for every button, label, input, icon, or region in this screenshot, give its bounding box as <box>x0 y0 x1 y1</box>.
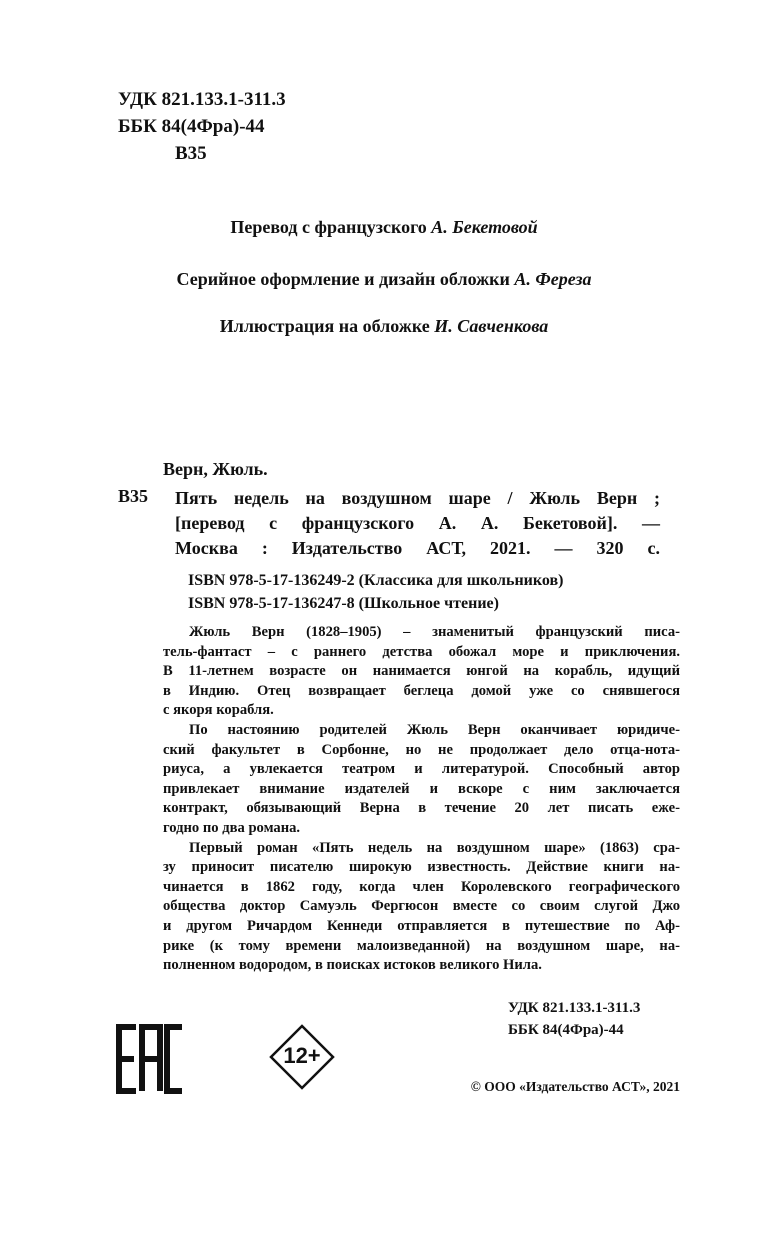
isbn-list: ISBN 978-5-17-136249-2 (Классика для школьников) ISBN 978-5-17-136247-8 (Школьное чтение) <box>188 572 564 612</box>
bbk: ББК 84(4Фра)-44 <box>118 116 265 137</box>
annotation-line: ский факультет в Сорбонне, но не продолжает дело отца-нота- <box>163 741 680 758</box>
annotation-line: зу приносит писателю широкую известность. Действие книги на- <box>163 859 680 876</box>
credit-design: Серийное оформление и дизайн обложки А. Фереза <box>176 269 592 289</box>
annotation-line: В 11-летнем возрасте он нанимается юнгой на корабль, идущий <box>163 663 680 680</box>
annotation-line: полненном водородом, в поисках истоков великого Нила. <box>163 957 542 974</box>
annotation-line: тель-фантаст – с раннего детства обожал море и приключения. <box>163 643 680 660</box>
annotation-line: привлекает внимание издателей и вскоре с ним заключается <box>163 780 680 797</box>
annotation-line: рике (к тому времени малоизведанной) на воздушном шаре, на- <box>163 937 680 954</box>
header-codes <box>118 86 286 167</box>
eac-logo <box>116 1024 186 1094</box>
age-rating-badge: 12+ <box>269 1024 335 1090</box>
credit-illustration: Иллюстрация на обложке И. Савченкова <box>219 316 549 336</box>
annotation-line: чинается в 1862 году, когда член Королевского географического <box>163 878 680 895</box>
bib-author: Верн, Жюль. <box>163 459 268 479</box>
annotation-line: общества доктор Самуэль Фергюсон вместе со своим слугой Джо <box>163 898 680 915</box>
annotation-line: Жюль Верн (1828–1905) – знаменитый французский писа- <box>189 624 680 640</box>
annotation-line: контракт, обязывающий Верна в течение 20 лет писать еже- <box>163 800 680 817</box>
annotation-line: годно по два романа. <box>163 819 301 836</box>
annotation-line: в Индию. Отец возвращает беглеца домой уже со снявшегося <box>163 682 680 699</box>
author-code: В35 <box>175 143 207 164</box>
annotation <box>163 623 680 976</box>
bib-code: В35 <box>118 486 149 506</box>
annotation-line: с якоря корабля. <box>163 702 274 719</box>
annotation-line: Первый роман «Пять недель на воздушном шаре» (1863) сра- <box>189 839 680 856</box>
credit-translation: Перевод с французского А. Бекетовой <box>230 217 538 237</box>
annotation-line: риуса, а увлекается театром и литературой. Способный автор <box>163 761 680 778</box>
annotation-line: По настоянию родителей Жюль Верн оканчивает юридиче- <box>189 721 680 738</box>
footer-codes: УДК 821.133.1-311.3 ББК 84(4Фра)-44 <box>508 1000 641 1038</box>
udk: УДК 821.133.1-311.3 <box>118 89 286 110</box>
bib-description: Пять недель на воздушном шаре / Жюль Верн ; [перевод с французского А. А. Бекетовой]. — Москва : Издательство АСТ, 2021. — 320 с. <box>175 488 660 558</box>
copyright: © ООО «Издательство АСТ», 2021 <box>470 1079 680 1094</box>
annotation-line: и другом Ричардом Кеннеди отправляется в путешествие по Аф- <box>163 917 680 934</box>
